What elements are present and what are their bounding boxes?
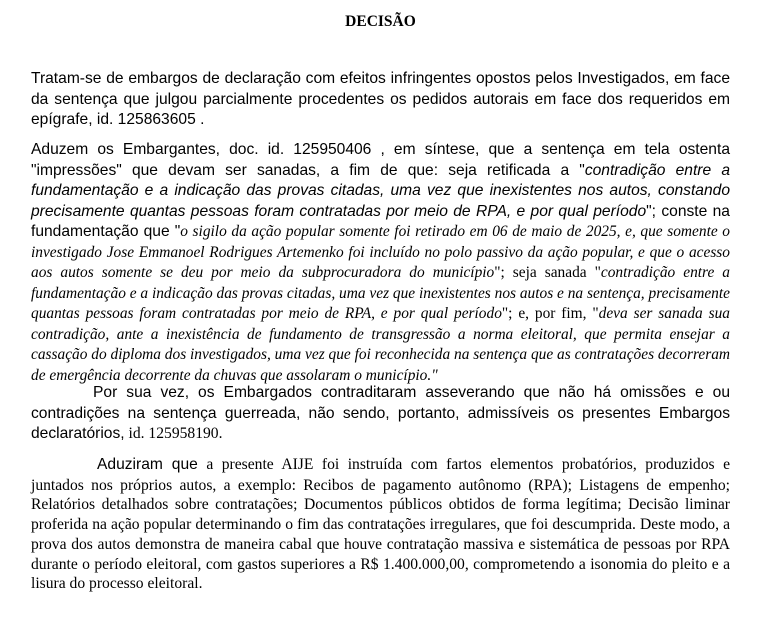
paragraph-embargantes-claims xyxy=(31,140,730,386)
claims-text-3: "; seja sanada " xyxy=(494,264,601,281)
reply-text: Por sua vez, os Embargados contraditaram asseverando que não há omissões e ou contradições na sentença guerreada, não sendo, portanto, admissíveis os presentes Embargos declaratórios, xyxy=(31,384,730,442)
paragraph-aduziram xyxy=(31,455,730,594)
claims-quote-1: contradição entre a fundamentação e a indicação das provas citadas, uma vez que inexistentes nos autos, constando precisamente quantas pessoas foram contratadas por meio de RPA, e por qual período xyxy=(31,161,730,220)
claims-quote-3: contradição entre a fundamentação e a indicação das provas citadas, uma vez que inexistentes nos autos e na sentença, precisamente quantas pessoas foram contratadas por meio de RPA, e por qual período xyxy=(31,264,730,322)
claims-text-2: "; conste na fundamentação que " xyxy=(31,202,730,240)
document-title: DECISÃO xyxy=(345,13,416,30)
aduziram-lead: Aduziram que xyxy=(97,456,198,473)
claims-text-1: Aduzem os Embargantes, doc. id. 125950406 , em síntese, que a sentença em tela ostenta "impressões" que devam ser sanadas, a fim de que: seja retificada a " xyxy=(31,141,730,179)
claims-text-4: "; e, por fim, " xyxy=(501,305,599,322)
claims-quote-4: deva ser sanada sua contradição, ante a inexistência de fundamento de transgressão a norma eleitoral, que permita ensejar a cassação do diploma dos investigados, uma vez que foi reconhecida na sentença que as contratações decorreram de emergência decorrente da chuvas que assolaram o município." xyxy=(31,305,731,384)
reply-id: id. 125958190. xyxy=(124,425,223,442)
aduziram-text: a presente AIJE foi instruída com fartos elementos probatórios, produzidos e juntados nos próprios autos, a exemplo: Recibos de pagamento autônomo (RPA); Listagens de empenho; Relatórios detalhados sobre contratações; Documentos públicos obtidos de forma legítima; Decisão liminar proferida na ação popular determinando o fim das contratações irregulares, que foi descumprida. Deste modo, a prova dos autos demonstra de maneira cabal que houve contratação massiva e sistemática de pessoas por RPA durante o período eleitoral, com gastos superiores a R$ 1.400.000,00, comprometendo a isonomia do pleito e a lisura do processo eleitoral. xyxy=(31,456,730,593)
claims-quote-2: o sigilo da ação popular somente foi retirado em 06 de maio de 2025, e, que somente o investigado Jose Emmanoel Rodrigues Artemenko foi incluído no polo passivo da ação popular, e que o acesso aos autos somente se deu por meio da subprocuradora do município xyxy=(31,223,730,281)
paragraph-embargos-intro: Tratam-se de embargos de declaração com efeitos infringentes opostos pelos Investigados, em face da sentença que julgou parcialmente procedentes os pedidos autorais em face dos requeridos em epígrafe, id. 125863605 . xyxy=(31,70,730,128)
paragraph-embargados-reply xyxy=(31,383,730,445)
